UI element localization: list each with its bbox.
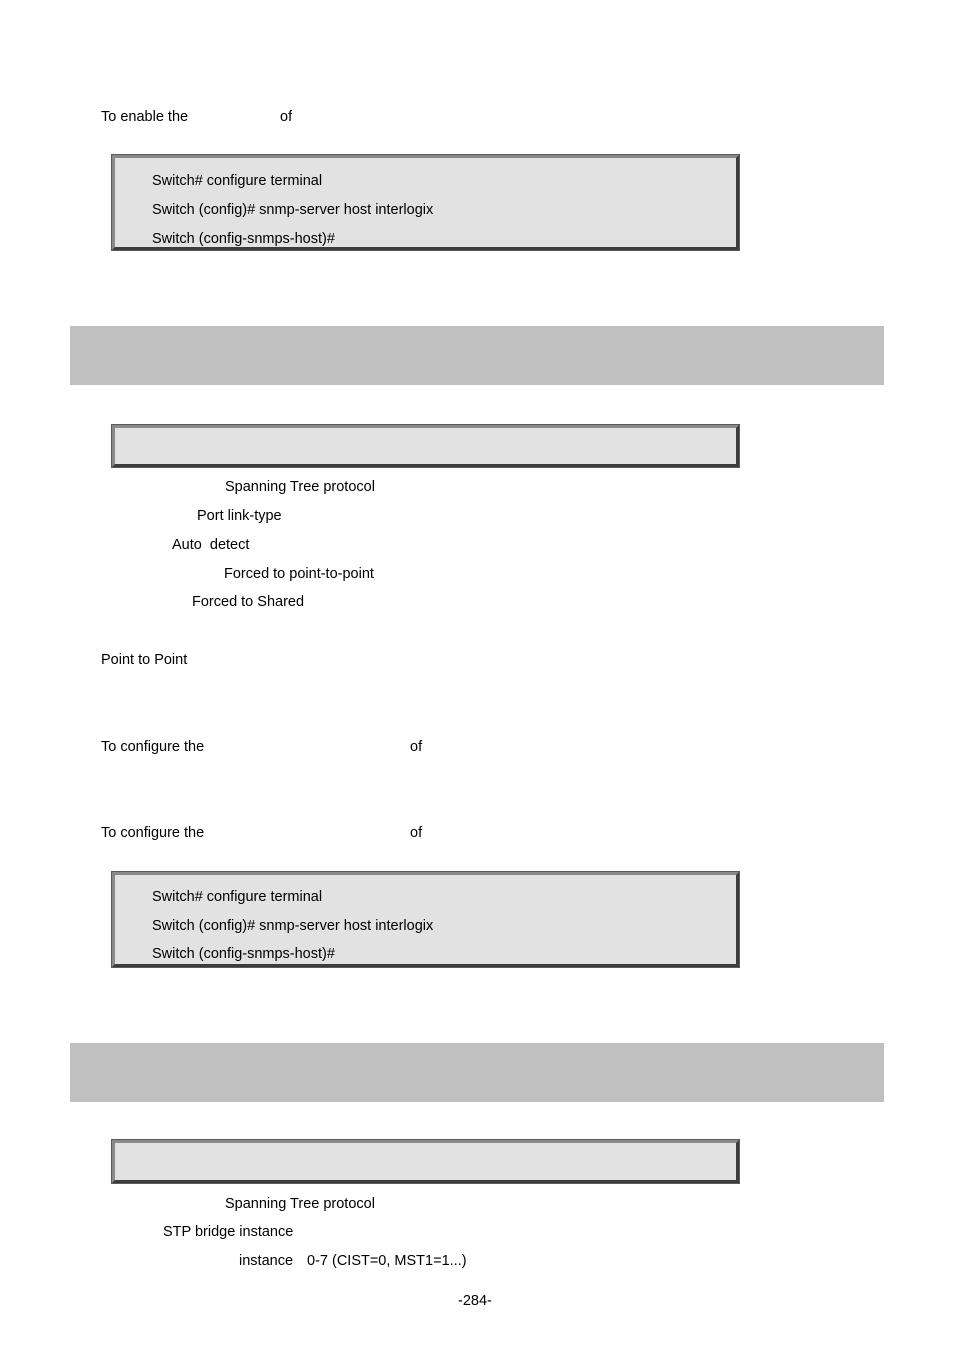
parameter-description: Spanning Tree protocol [225, 1196, 375, 1212]
command-line: Switch# configure terminal [152, 173, 323, 189]
default-value: Point to Point [101, 652, 188, 668]
parameter-description: Port link-type [197, 508, 282, 524]
usage-text: To configure the [101, 739, 205, 755]
parameter-description: Forced to point-to-point [224, 566, 374, 582]
command-example-box [112, 872, 739, 967]
command-line: Switch (config)# snmp-server host interlogix [152, 202, 434, 218]
command-line: Switch (config-snmps-host)# [152, 231, 335, 247]
section-heading-band [70, 326, 884, 385]
intro-text: To enable the [101, 109, 189, 125]
parameter-description: Auto detect [172, 537, 250, 553]
command-line: Switch# configure terminal [152, 889, 323, 905]
section-heading-band [70, 1043, 884, 1102]
parameter-description: Forced to Shared [192, 594, 305, 610]
command-line: Switch (config)# snmp-server host interlogix [152, 918, 434, 934]
parameter-description: STP bridge instance [163, 1224, 294, 1240]
instance-range: 0-7 (CIST=0, MST1=1...) [307, 1253, 467, 1269]
intro-of-text: of [280, 109, 293, 125]
usage-of-text: of [410, 739, 423, 755]
command-syntax-box [112, 425, 739, 467]
parameter-description: Spanning Tree protocol [225, 479, 375, 495]
command-line: Switch (config-snmps-host)# [152, 946, 335, 962]
example-text: To configure the [101, 825, 205, 841]
instance-label: instance [239, 1253, 294, 1269]
command-example-box [112, 155, 739, 250]
command-syntax-box [112, 1140, 739, 1183]
page-number: -284- [458, 1293, 492, 1309]
example-of-text: of [410, 825, 423, 841]
